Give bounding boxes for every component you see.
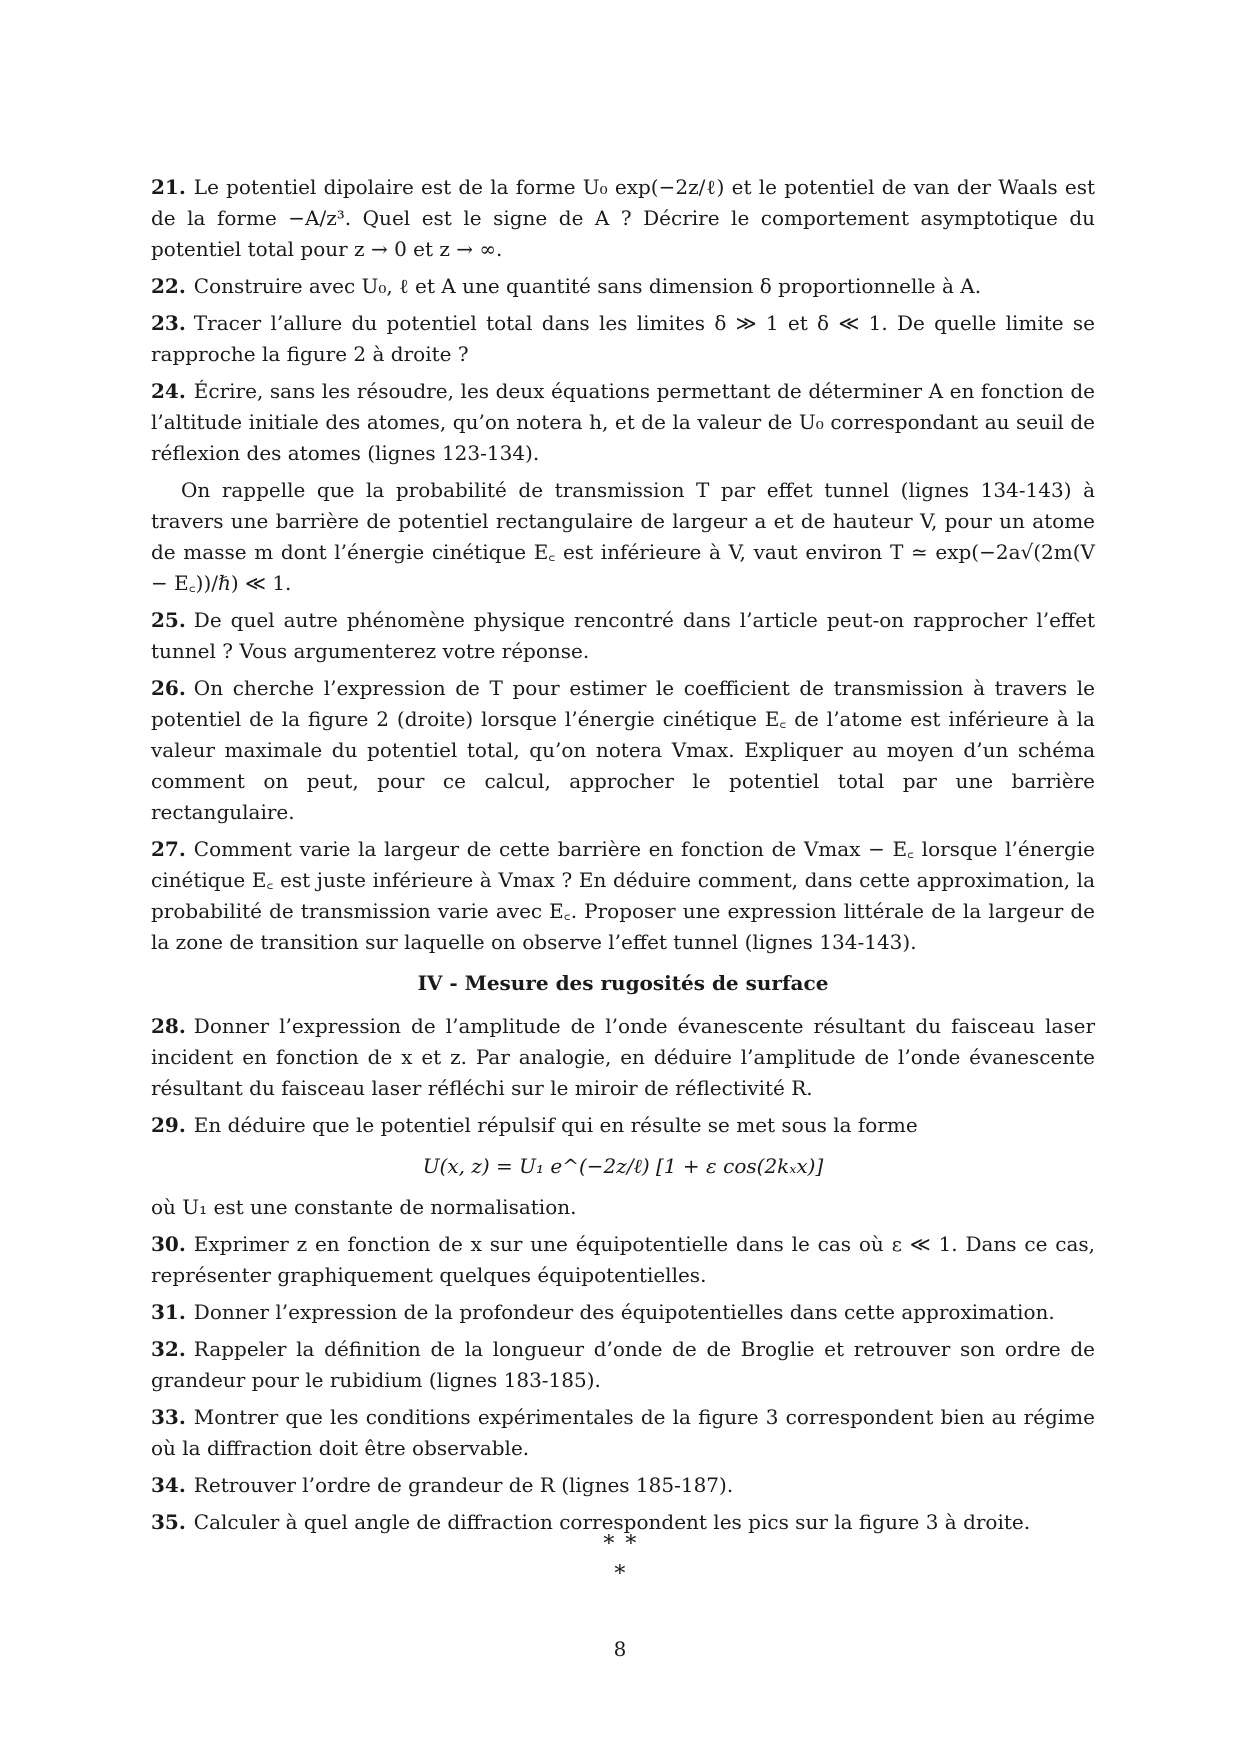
question-number: 32. [151, 1337, 186, 1361]
question-item [151, 834, 1095, 958]
questions-25-27 [151, 605, 1095, 958]
question-item [151, 308, 1095, 370]
question-number: 33. [151, 1405, 186, 1429]
question-text: De quel autre phénomène physique rencontré dans l’article peut-on rapprocher l’effet tunnel ? Vous argumenterez votre réponse. [151, 608, 1095, 663]
question-number: 25. [151, 608, 186, 632]
question-item [151, 1229, 1095, 1291]
question-text: Le potentiel dipolaire est de la forme U₀ exp(−2z/ℓ) et le potentiel de van der Waals est de la forme −A/z³. Quel est le signe de A ? Décrire le comportement asymptotique du potentiel total pour z → 0 et z → ∞. [151, 175, 1095, 261]
question-text: En déduire que le potentiel répulsif qui en résulte se met sous la forme [193, 1113, 918, 1137]
question-text: On cherche l’expression de T pour estimer le coefficient de transmission à travers le potentiel de la figure 2 (droite) lorsque l’énergie cinétique E꜀ de l’atome est inférieure à la valeur maximale du potentiel total, qu’on notera Vmax. Expliquer au moyen d’un schéma comment on peut, pour ce calcul, approcher le potentiel total par une barrière rectangulaire. [151, 676, 1095, 824]
question-number: 21. [151, 175, 186, 199]
question-item [151, 605, 1095, 667]
question-number: 34. [151, 1473, 186, 1497]
question-text: Retrouver l’ordre de grandeur de R (lignes 185-187). [193, 1473, 734, 1497]
question-item [151, 673, 1095, 828]
question-item [151, 1297, 1095, 1328]
question-number: 35. [151, 1510, 186, 1534]
question-number: 29. [151, 1113, 186, 1137]
question-text: Montrer que les conditions expérimentales de la figure 3 correspondent bien au régime où la diffraction doit être observable. [151, 1405, 1095, 1460]
question-item [151, 1011, 1095, 1104]
questions-21-24 [151, 172, 1095, 469]
question-item [151, 1334, 1095, 1396]
question-text: Donner l’expression de la profondeur des équipotentielles dans cette approximation. [193, 1300, 1055, 1324]
potential-equation: U(x, z) = U₁ e^(−2z/ℓ) [1 + ε cos(2kₓx)] [422, 1154, 824, 1178]
question-text: Rappeler la définition de la longueur d’onde de de Broglie et retrouver son ordre de grandeur pour le rubidium (lignes 183-185). [151, 1337, 1095, 1392]
question-item [151, 1110, 1095, 1141]
question-item [151, 376, 1095, 469]
question-number: 22. [151, 274, 186, 298]
question-text: Comment varie la largeur de cette barrière en fonction de Vmax − E꜀ lorsque l’énergie cinétique E꜀ est juste inférieure à Vmax ? En déduire comment, dans cette approximation, la probabilité de transmission varie avec E꜀. Proposer une expression littérale de la largeur de la zone de transition sur laquelle on observe l’effet tunnel (lignes 134-143). [151, 837, 1095, 954]
question-text: Donner l’expression de l’amplitude de l’onde évanescente résultant du faisceau laser incident en fonction de x et z. Par analogie, en déduire l’amplitude de l’onde évanescente résultant du faisceau laser réfléchi sur le miroir de réflectivité R. [151, 1014, 1095, 1100]
questions-28-29 [151, 1011, 1095, 1141]
question-text: Exprimer z en fonction de x sur une équipotentielle dans le cas où ε ≪ 1. Dans ce cas, représenter graphiquement quelques équipotentielles. [151, 1232, 1095, 1287]
question-number: 28. [151, 1014, 186, 1038]
page-number: 8 [613, 1637, 627, 1661]
question-item [151, 1402, 1095, 1464]
end-stars [0, 1525, 1240, 1585]
stars-bottom: ∗ [612, 1557, 628, 1582]
question-text: Tracer l’allure du potentiel total dans les limites δ ≫ 1 et δ ≪ 1. De quelle limite se rapproche la figure 2 à droite ? [151, 311, 1095, 366]
tunnel-paragraph: On rappelle que la probabilité de transmission T par effet tunnel (lignes 134-143) à travers une barrière de potentiel rectangulaire de largeur a et de hauteur V, pour un atome de masse m dont l’énergie cinétique E꜀ est inférieure à V, vaut environ T ≃ exp(−2a√(2m(V − E꜀))/ℏ) ≪ 1. [151, 478, 1095, 595]
question-number: 30. [151, 1232, 186, 1256]
question-number: 23. [151, 311, 186, 335]
question-text: Construire avec U₀, ℓ et A une quantité sans dimension δ proportionnelle à A. [193, 274, 982, 298]
equation-note: où U₁ est une constante de normalisation. [151, 1195, 577, 1219]
question-text: Calculer à quel angle de diffraction correspondent les pics sur la figure 3 à droite. [193, 1510, 1031, 1534]
stars-top: ∗ ∗ [601, 1527, 639, 1552]
question-number: 26. [151, 676, 186, 700]
question-item [151, 271, 1095, 302]
question-item [151, 172, 1095, 265]
document-body [151, 172, 1095, 1544]
question-number: 31. [151, 1300, 186, 1324]
question-item [151, 1470, 1095, 1501]
question-number: 27. [151, 837, 186, 861]
section-title: IV - Mesure des rugosités de surface [417, 971, 829, 995]
questions-30-35 [151, 1229, 1095, 1538]
question-text: Écrire, sans les résoudre, les deux équations permettant de déterminer A en fonction de l’altitude initiale des atomes, qu’on notera h, et de la valeur de U₀ correspondant au seuil de réflexion des atomes (lignes 123-134). [151, 379, 1095, 465]
question-number: 24. [151, 379, 186, 403]
